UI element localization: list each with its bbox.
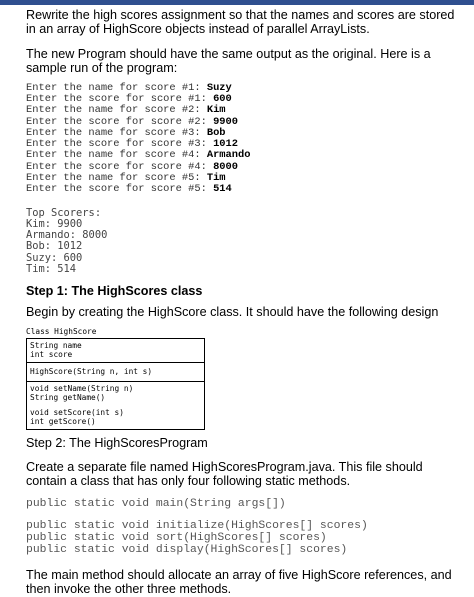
- closing-paragraph: The main method should allocate an array of five HighScore references, and then invoke the other three methods.: [26, 567, 452, 597]
- sample-run-line: Enter the score for score #2: 9900: [26, 115, 239, 128]
- uml-constructor: HighScore(String n, int s): [30, 366, 153, 376]
- assignment-document: [0, 8, 474, 597]
- sample-run-line: Enter the name for score #4: Armando: [26, 149, 251, 162]
- uml-fields: [27, 339, 204, 363]
- step2-heading: Step 2: The HighScoresProgram: [26, 435, 208, 450]
- sample-run-line: Enter the score for score #5: 514: [26, 183, 232, 196]
- sample-run-line: Enter the name for score #1: Suzy: [26, 81, 232, 94]
- sample-run-line: Enter the score for score #1: 600: [26, 92, 232, 105]
- sample-run-block: [26, 83, 464, 196]
- uml-constructor-section: [27, 363, 204, 382]
- top-scorer-line: Armando: 8000: [26, 229, 108, 242]
- uml-class-title: Class HighScore: [26, 326, 97, 336]
- top-scorers-heading: Top Scorers:: [26, 206, 102, 219]
- top-scorers-output: [26, 208, 464, 276]
- top-accent-bar: [0, 0, 474, 5]
- sample-run-line: Enter the score for score #3: 1012: [26, 138, 239, 151]
- step1-text: Begin by creating the HighScore class. It should have the following design: [26, 305, 439, 320]
- sample-run-line: Enter the name for score #3: Bob: [26, 126, 226, 139]
- uml-method: int getScore(): [30, 416, 96, 426]
- top-scorer-line: Bob: 1012: [26, 240, 83, 253]
- method-signature: public static void sort(HighScores[] scores): [26, 532, 327, 545]
- uml-method: void setScore(int s): [30, 407, 124, 417]
- static-method-signatures: [26, 521, 464, 556]
- method-signature: public static void initialize(HighScores[] scores): [26, 520, 368, 533]
- uml-methods: [27, 382, 204, 429]
- method-signature: public static void display(HighScores[] scores): [26, 543, 348, 556]
- sample-run-line: Enter the score for score #4: 8000: [26, 160, 239, 173]
- uml-method: void setName(String n): [30, 383, 134, 393]
- top-scorer-line: Tim: 514: [26, 263, 77, 276]
- uml-field: int score: [30, 349, 73, 359]
- top-scorer-line: Suzy: 600: [26, 251, 83, 264]
- step1-heading: Step 1: The HighScores class: [26, 284, 203, 299]
- sample-run-line: Enter the name for score #5: Tim: [26, 172, 226, 184]
- uml-class-diagram: [26, 338, 205, 430]
- sample-run-intro: The new Program should have the same output as the original. Here is a sample run of the program:: [26, 46, 431, 76]
- step2-text: Create a separate file named HighScoresProgram.java. This file should contain a class that has only four following static methods.: [26, 459, 423, 489]
- intro-paragraph: Rewrite the high scores assignment so that the names and scores are stored in an array of HighScore objects instead of parallel ArrayLists.: [26, 8, 455, 37]
- sample-run-line: Enter the name for score #2: Kim: [26, 104, 226, 117]
- main-method-signature: public static void main(String args[]): [26, 497, 286, 510]
- top-scorer-line: Kim: 9900: [26, 217, 83, 230]
- uml-field: String name: [30, 340, 82, 350]
- uml-method: String getName(): [30, 392, 106, 402]
